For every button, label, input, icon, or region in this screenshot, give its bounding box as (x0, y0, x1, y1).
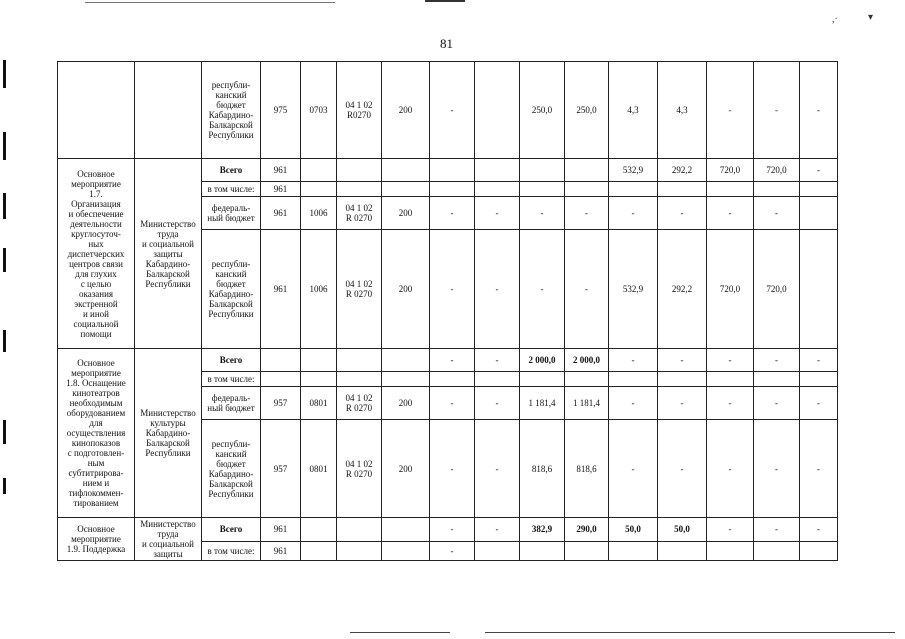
cell-value (707, 182, 754, 197)
scan-edge-mark (3, 132, 6, 160)
scan-bottom-line (350, 632, 450, 633)
cell-source: в том числе: (202, 372, 261, 387)
cell-value (475, 182, 520, 197)
cell-value: - (430, 230, 475, 349)
cell-value: - (707, 420, 754, 518)
cell-rzpr (301, 541, 337, 560)
cell-vr (382, 159, 430, 182)
cell-value (475, 159, 520, 182)
cell-value: - (475, 387, 520, 420)
cell-event (58, 62, 135, 159)
cell-value (430, 182, 475, 197)
cell-value: - (707, 197, 754, 230)
cell-value: - (707, 518, 754, 542)
cell-executor (135, 62, 202, 159)
cell-value: 382,9 (520, 518, 565, 542)
scan-edge-mark (3, 60, 6, 88)
cell-csr (337, 159, 382, 182)
cell-value (707, 372, 754, 387)
cell-grbs: 961 (261, 230, 301, 349)
cell-value (658, 182, 707, 197)
cell-grbs: 961 (261, 197, 301, 230)
cell-vr (382, 349, 430, 372)
cell-value: - (430, 349, 475, 372)
cell-value (520, 159, 565, 182)
table-row (58, 518, 838, 542)
cell-value: 1 181,4 (520, 387, 565, 420)
cell-vr (382, 372, 430, 387)
cell-csr: 04 1 02 R0270 (337, 62, 382, 159)
cell-value: - (800, 62, 838, 159)
cell-value: 532,9 (609, 159, 658, 182)
cell-source: республи- канский бюджет Кабардино- Балкарской Республики (202, 420, 261, 518)
cell-value: - (475, 349, 520, 372)
cell-value: - (475, 518, 520, 542)
scan-top-line (85, 2, 335, 3)
cell-source: республи- канский бюджет Кабардино- Балкарской Республики (202, 230, 261, 349)
cell-value: - (800, 387, 838, 420)
cell-source: в том числе: (202, 541, 261, 560)
cell-rzpr (301, 372, 337, 387)
cell-value: - (520, 230, 565, 349)
cell-value: 2 000,0 (520, 349, 565, 372)
cell-value: 720,0 (754, 230, 800, 349)
page-number: 81 (440, 36, 453, 51)
cell-value: - (754, 197, 800, 230)
cell-value (565, 372, 609, 387)
scan-edge-mark (3, 330, 6, 352)
cell-csr (337, 518, 382, 542)
cell-rzpr: 1006 (301, 197, 337, 230)
cell-value: - (430, 62, 475, 159)
cell-rzpr (301, 349, 337, 372)
cell-value (565, 541, 609, 560)
cell-grbs (261, 372, 301, 387)
scan-edge-mark (3, 420, 6, 444)
cell-vr (382, 518, 430, 542)
cell-value (475, 62, 520, 159)
scan-edge-mark (3, 478, 6, 494)
cell-source: Всего (202, 518, 261, 542)
cell-value (754, 182, 800, 197)
cell-value (754, 372, 800, 387)
cell-csr: 04 1 02 R 0270 (337, 387, 382, 420)
cell-value: - (800, 159, 838, 182)
cell-value: - (430, 541, 475, 560)
cell-source: федераль- ный бюджет (202, 197, 261, 230)
scan-top-mark (425, 0, 465, 2)
cell-value: - (800, 349, 838, 372)
cell-rzpr: 0703 (301, 62, 337, 159)
cell-grbs: 957 (261, 387, 301, 420)
cell-value: 2 000,0 (565, 349, 609, 372)
cell-value (754, 541, 800, 560)
cell-value: - (658, 197, 707, 230)
cell-rzpr (301, 518, 337, 542)
cell-event: Основное мероприятие 1.8. Оснащение кинотеатров необходимым оборудованием для осуществления кинопоказов с подготовлен- ным субтитрирова- нием и тифлокоммен- тированием (58, 349, 135, 518)
cell-value: - (658, 420, 707, 518)
cell-value: 290,0 (565, 518, 609, 542)
cell-value: - (475, 420, 520, 518)
cell-grbs: 961 (261, 518, 301, 542)
cell-value: - (565, 230, 609, 349)
cell-value: - (800, 518, 838, 542)
scan-edge-mark (3, 248, 6, 272)
cell-rzpr: 1006 (301, 230, 337, 349)
table-row (58, 349, 838, 372)
cell-value: - (754, 420, 800, 518)
cell-grbs: 961 (261, 541, 301, 560)
cell-csr (337, 541, 382, 560)
cell-vr: 200 (382, 387, 430, 420)
cell-value: - (520, 197, 565, 230)
cell-value: - (658, 349, 707, 372)
cell-executor: Министерство труда и социальной защиты (135, 518, 202, 561)
cell-event: Основное мероприятие 1.9. Поддержка (58, 518, 135, 561)
cell-csr (337, 182, 382, 197)
cell-grbs: 961 (261, 182, 301, 197)
cell-value: 818,6 (565, 420, 609, 518)
cell-vr (382, 541, 430, 560)
cell-value: - (754, 62, 800, 159)
cell-grbs (261, 349, 301, 372)
scan-edge-mark (3, 193, 6, 219)
cell-rzpr (301, 159, 337, 182)
cell-value: - (609, 197, 658, 230)
cell-value (658, 541, 707, 560)
cell-csr: 04 1 02 R 0270 (337, 197, 382, 230)
cell-event: Основное мероприятие 1.7. Организация и обеспечение деятельности круглосуточ- ных диспетчерских центров связи для глухих с целью оказания экстренной и иной социальной помощи (58, 159, 135, 349)
cell-value: 532,9 (609, 230, 658, 349)
cell-value: 292,2 (658, 230, 707, 349)
cell-value: - (430, 518, 475, 542)
cell-vr: 200 (382, 197, 430, 230)
cell-value (609, 372, 658, 387)
cell-rzpr: 0801 (301, 387, 337, 420)
cell-value: 250,0 (520, 62, 565, 159)
cell-value (430, 159, 475, 182)
cell-value: - (707, 387, 754, 420)
cell-value (475, 372, 520, 387)
cell-vr: 200 (382, 420, 430, 518)
cell-value: - (475, 197, 520, 230)
table-row (58, 159, 838, 182)
cell-grbs: 961 (261, 159, 301, 182)
cell-value (520, 372, 565, 387)
cell-value: 250,0 (565, 62, 609, 159)
cell-source: в том числе: (202, 182, 261, 197)
cell-value: - (430, 197, 475, 230)
cell-value: 720,0 (754, 159, 800, 182)
cell-value (430, 372, 475, 387)
cell-source: Всего (202, 349, 261, 372)
cell-grbs: 975 (261, 62, 301, 159)
cell-value (565, 182, 609, 197)
cell-value (800, 182, 838, 197)
cell-value: 818,6 (520, 420, 565, 518)
cell-value: - (609, 387, 658, 420)
cell-value: 4,3 (658, 62, 707, 159)
cell-value: - (658, 387, 707, 420)
cell-value: 720,0 (707, 159, 754, 182)
cell-rzpr (301, 182, 337, 197)
cell-value: - (609, 420, 658, 518)
cell-value (520, 182, 565, 197)
cell-value (800, 541, 838, 560)
cell-value (800, 372, 838, 387)
cell-grbs: 957 (261, 420, 301, 518)
cell-value (475, 541, 520, 560)
cell-executor: Министерство труда и социальной защиты Кабардино- Балкарской Республики (135, 159, 202, 349)
cell-value: 50,0 (609, 518, 658, 542)
cell-vr (382, 182, 430, 197)
scan-speck: ▾ (868, 12, 874, 23)
cell-value (658, 372, 707, 387)
cell-value (800, 230, 838, 349)
cell-value: - (754, 518, 800, 542)
cell-value (707, 541, 754, 560)
cell-value: - (707, 349, 754, 372)
cell-vr: 200 (382, 230, 430, 349)
cell-value: 50,0 (658, 518, 707, 542)
cell-source: федераль- ный бюджет (202, 387, 261, 420)
cell-value: 4,3 (609, 62, 658, 159)
cell-value: - (800, 420, 838, 518)
table-row (58, 62, 838, 159)
cell-value: 720,0 (707, 230, 754, 349)
cell-csr (337, 372, 382, 387)
cell-source: республи- канский бюджет Кабардино- Балкарской Республики (202, 62, 261, 159)
cell-csr: 04 1 02 R 0270 (337, 230, 382, 349)
cell-rzpr: 0801 (301, 420, 337, 518)
cell-value (609, 541, 658, 560)
scan-speck: ,· (832, 14, 838, 25)
cell-source: Всего (202, 159, 261, 182)
cell-value (520, 541, 565, 560)
cell-value (800, 197, 838, 230)
cell-value: - (754, 387, 800, 420)
cell-value: - (430, 387, 475, 420)
cell-value (609, 182, 658, 197)
cell-value: - (609, 349, 658, 372)
cell-vr: 200 (382, 62, 430, 159)
cell-value: 1 181,4 (565, 387, 609, 420)
cell-executor: Министерство культуры Кабардино- Балкарской Республики (135, 349, 202, 518)
cell-csr: 04 1 02 R 0270 (337, 420, 382, 518)
cell-value: - (707, 62, 754, 159)
scan-bottom-line (485, 632, 895, 633)
cell-value: - (475, 230, 520, 349)
cell-value: - (754, 349, 800, 372)
cell-csr (337, 349, 382, 372)
cell-value: - (565, 197, 609, 230)
cell-value (565, 159, 609, 182)
cell-value: - (430, 420, 475, 518)
budget-table (57, 61, 838, 561)
cell-value: 292,2 (658, 159, 707, 182)
